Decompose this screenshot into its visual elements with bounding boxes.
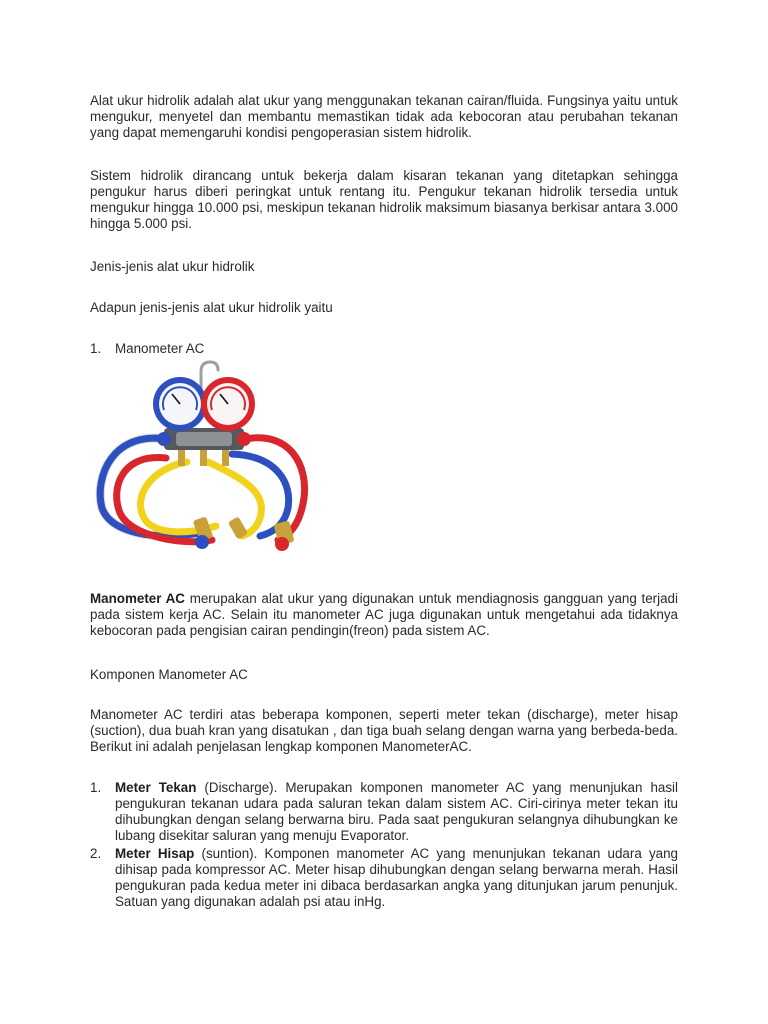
intro-paragraph-2: Sistem hidrolik dirancang untuk bekerja dalam kisaran tekanan yang ditetapkan sehingga pengukur harus diberi peringkat untuk rentang itu. Pengukur tekanan hidrolik tersedia untuk mengukur hingga 10.000 psi, meskipun tekanan hidrolik maksimum biasanya berkisar antara 3.000 hingga 5.000 psi. <box>90 168 678 231</box>
manometer-description-text: merupakan alat ukur yang digunakan untuk mendiagnosis gangguan yang terjadi pada sistem kerja AC. Selain itu manometer AC juga digunakan untuk mengetahui ada tidaknya kebocoran pada pengisian cairan pendingin(freon) pada sistem AC. <box>90 591 678 638</box>
komponen-description: (suntion). Komponen manometer AC yang menunjukan tekanan udara yang dihisap pada kompressor AC. Meter hisap dihubungkan dengan selang berwarna merah. Hasil pengukuran pada kedua meter ini dibaca berdasarkan angka yang ditunjukan jarum penunjuk. Satuan yang digunakan adalah psi atau inHg. <box>115 846 678 909</box>
manifold-panel <box>176 432 232 446</box>
list-item-manometer-ac <box>90 341 678 357</box>
manometer-description <box>90 591 678 639</box>
types-heading: Jenis-jenis alat ukur hidrolik <box>90 259 255 274</box>
komponen-item-text <box>115 846 678 910</box>
komponen-intro: Manometer AC terdiri atas beberapa komponen, seperti meter tekan (discharge), meter hisap (suction), dua buah kran yang disatukan , dan tiga buah selang dengan warna yang berbeda-beda. Berikut ini adalah penjelasan lengkap komponen ManometerAC. <box>90 707 678 754</box>
list-number: 2. <box>90 846 102 861</box>
manometer-term: Manometer AC <box>90 591 185 606</box>
komponen-heading: Komponen Manometer AC <box>90 667 248 682</box>
komponen-item-meter-tekan <box>90 780 678 844</box>
komponen-item-meter-hisap <box>90 846 678 910</box>
types-intro: Adapun jenis-jenis alat ukur hidrolik yaitu <box>90 300 333 315</box>
red-coupler-cap <box>275 537 289 551</box>
blue-knob <box>157 432 171 446</box>
red-knob <box>237 432 251 446</box>
list-number: 1. <box>90 780 102 795</box>
komponen-term: Meter Hisap <box>115 846 195 861</box>
komponen-item-text <box>115 780 678 844</box>
komponen-description: (Discharge). Merupakan komponen manometer AC yang menunjukan hasil pengukuran tekanan udara pada saluran tekan dalam sistem AC. Ciri-cirinya meter tekan itu dihubungkan dengan selang berwarna biru. Pada saat pengukuran selangnya dihubungkan ke lubang disekitar saluran yang menuju Evaporator. <box>115 780 678 843</box>
brass-fitting <box>178 450 185 466</box>
blue-coupler-cap <box>195 535 209 549</box>
list-number: 1. <box>90 341 102 356</box>
brass-fitting <box>200 450 207 466</box>
intro-paragraph-1: Alat ukur hidrolik adalah alat ukur yang menggunakan tekanan cairan/fluida. Fungsinya yaitu untuk mengukur, menyetel dan membantu memastikan tidak ada kebocoran atau perubahan tekanan yang dapat memengaruhi kondisi pengoperasian sistem hidrolik. <box>90 93 678 140</box>
list-item-label: Manometer AC <box>115 341 205 356</box>
manometer-ac-image <box>92 358 314 554</box>
brass-fitting <box>222 450 229 466</box>
komponen-term: Meter Tekan <box>115 780 197 795</box>
